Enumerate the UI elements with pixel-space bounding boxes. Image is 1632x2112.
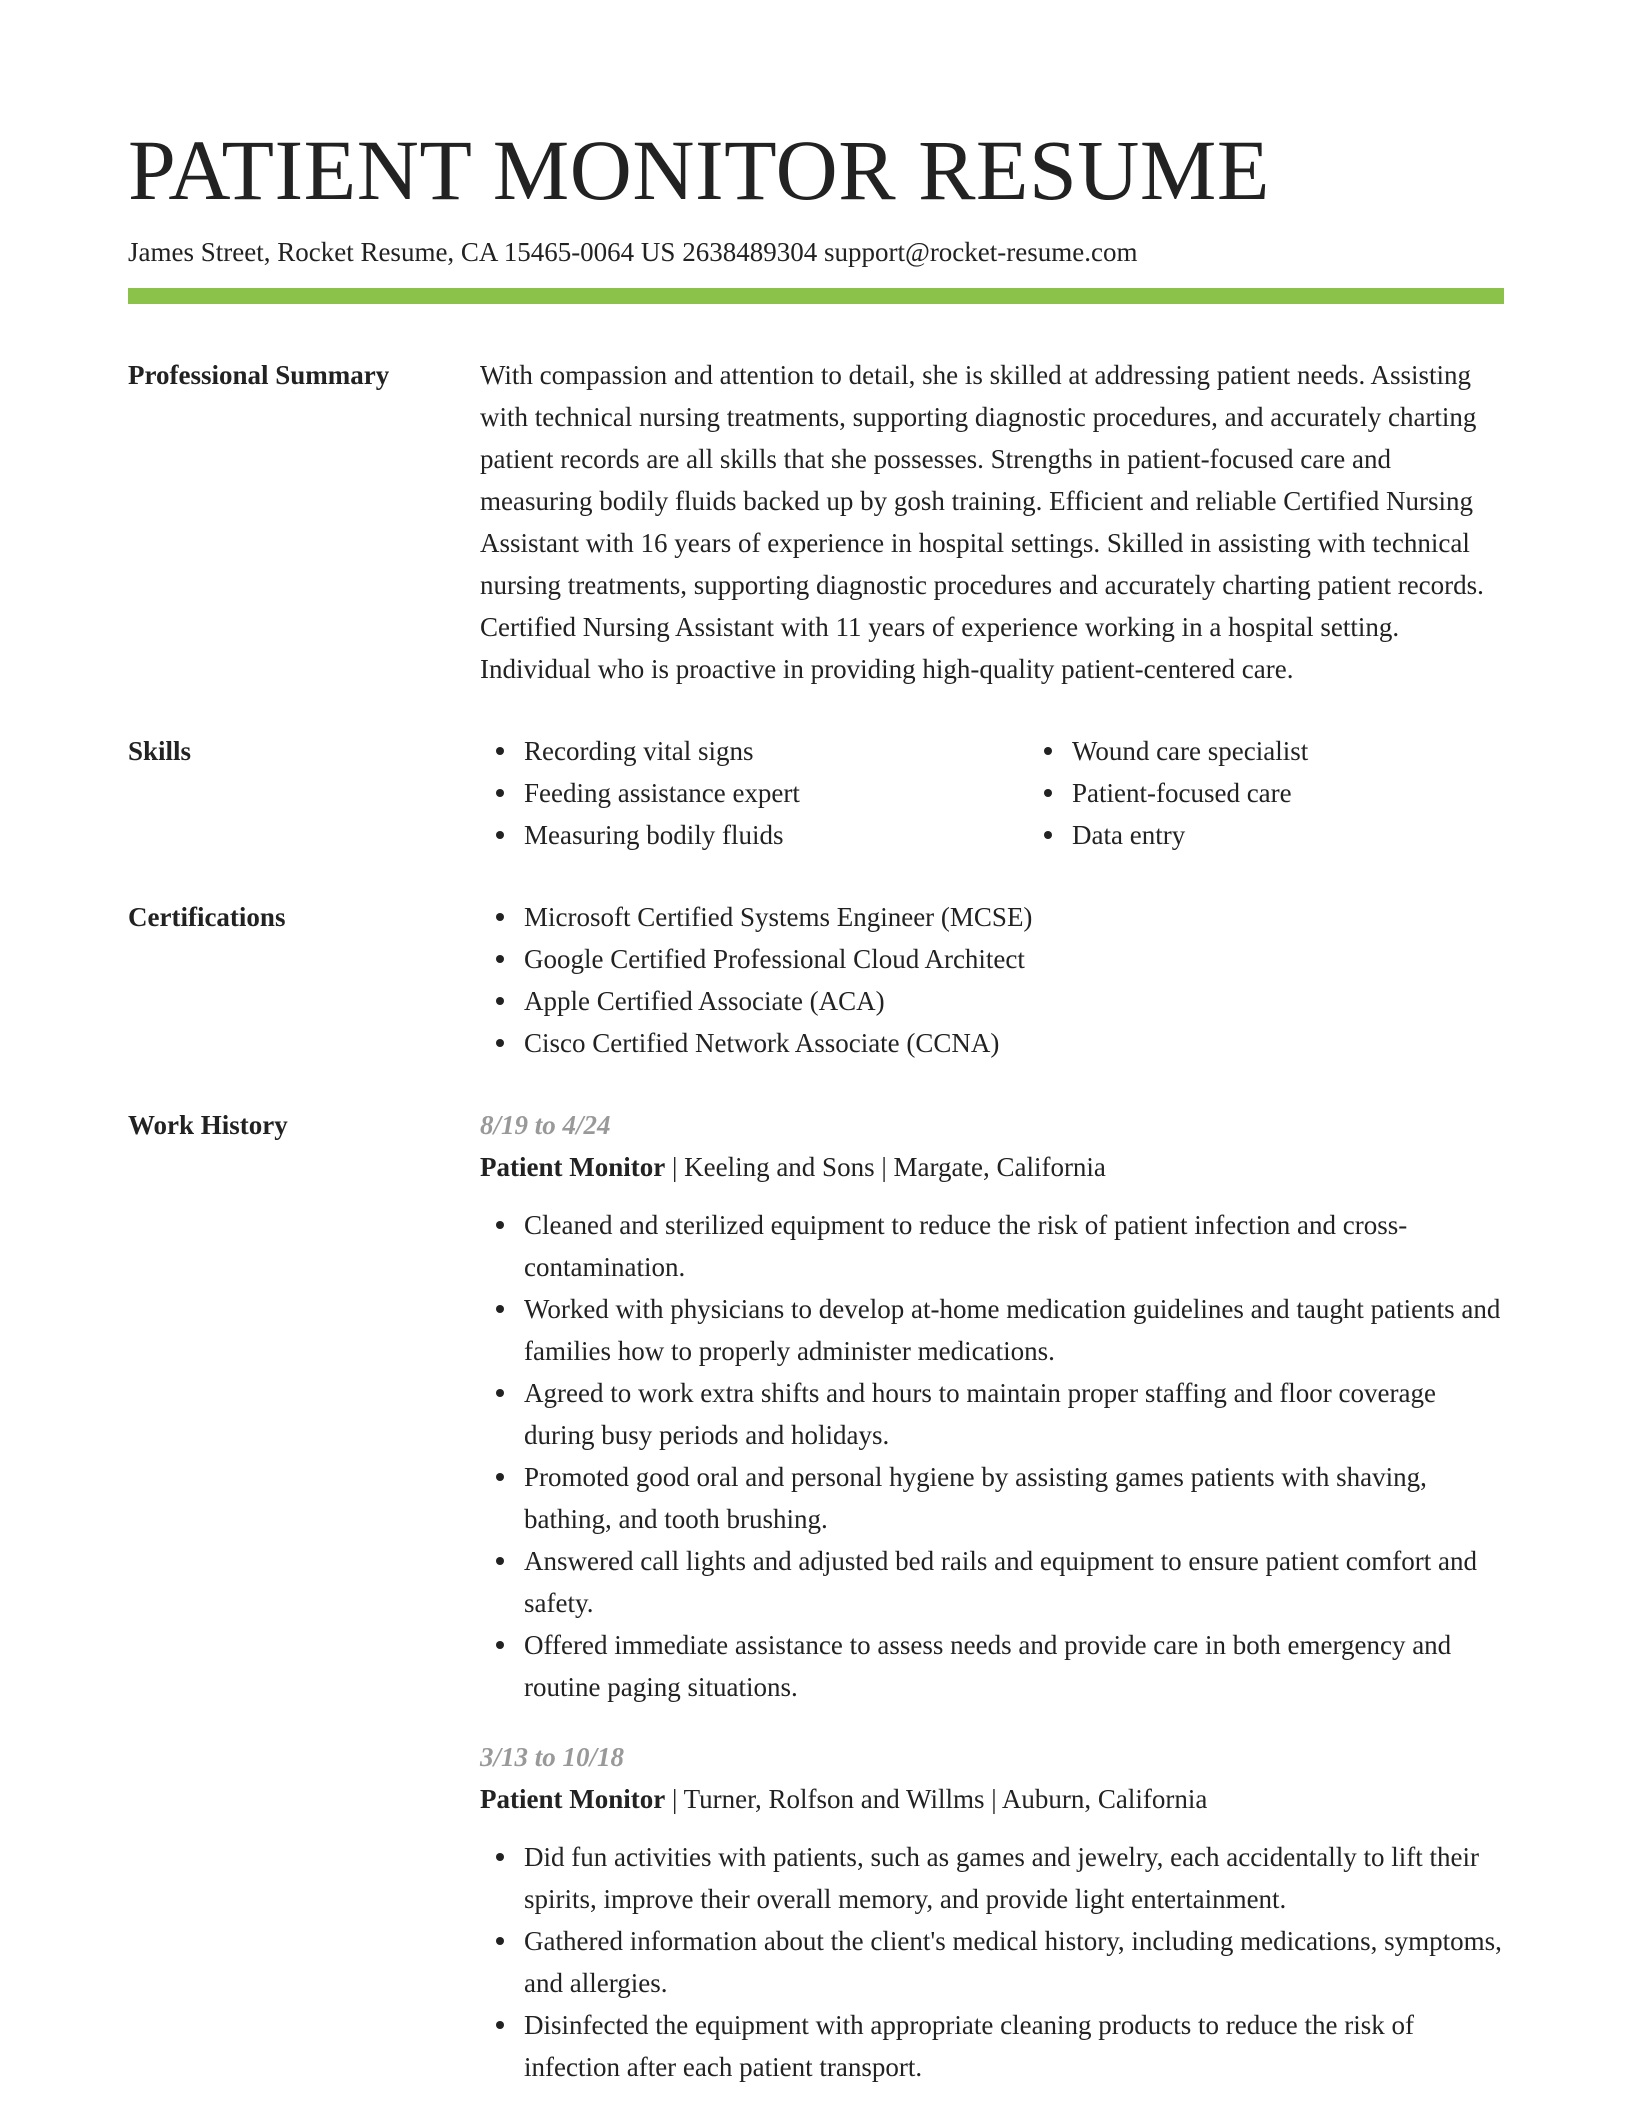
job-duty-item: Did fun activities with patients, such as games and jewelry, each accidentally to lift their spirits, improve their overall memory, and provide light entertainment. <box>524 1836 1504 1920</box>
job-employer-location: | Keeling and Sons | Margate, California <box>665 1152 1106 1182</box>
job-dates: 3/13 to 10/18 <box>480 1742 625 1772</box>
job-employer-location: | Turner, Rolfson and Willms | Auburn, California <box>665 1784 1208 1814</box>
certifications-section <box>128 896 1504 1064</box>
job-duty-item: Offered immediate assistance to assess needs and provide care in both emergency and routine paging situations. <box>524 1624 1504 1708</box>
skill-item: Data entry <box>1072 814 1576 856</box>
certifications-heading: Certifications <box>128 902 286 932</box>
skill-item: Wound care specialist <box>1072 730 1576 772</box>
job-heading <box>480 1146 1504 1188</box>
job-duties-list <box>480 1204 1504 1708</box>
skills-column-1 <box>480 730 1028 856</box>
job-entry <box>480 1736 1504 2088</box>
job-title: Patient Monitor <box>480 1152 666 1182</box>
contact-line: James Street, Rocket Resume, CA 15465-0064 US 2638489304 support@rocket-resume.com <box>128 237 1138 267</box>
certification-item: Cisco Certified Network Associate (CCNA) <box>524 1022 1504 1064</box>
job-entry <box>480 1104 1504 1708</box>
job-heading <box>480 1778 1504 1820</box>
job-duty-item: Promoted good oral and personal hygiene by assisting games patients with shaving, bathing, and tooth brushing. <box>524 1456 1504 1540</box>
job-duty-item: Worked with physicians to develop at-home medication guidelines and taught patients and families how to properly administer medications. <box>524 1288 1504 1372</box>
skills-section <box>128 730 1504 856</box>
job-duty-item: Gathered information about the client's medical history, including medications, symptoms, and allergies. <box>524 1920 1504 2004</box>
job-duty-item: Answered call lights and adjusted bed rails and equipment to ensure patient comfort and safety. <box>524 1540 1504 1624</box>
work-history-heading: Work History <box>128 1110 288 1140</box>
skill-item: Feeding assistance expert <box>524 772 1028 814</box>
job-duty-item: Cleaned and sterilized equipment to reduce the risk of patient infection and cross-contamination. <box>524 1204 1504 1288</box>
job-dates: 8/19 to 4/24 <box>480 1110 611 1140</box>
skills-heading: Skills <box>128 736 192 766</box>
certifications-list <box>480 896 1504 1064</box>
certification-item: Apple Certified Associate (ACA) <box>524 980 1504 1022</box>
certification-item: Google Certified Professional Cloud Architect <box>524 938 1504 980</box>
skill-item: Recording vital signs <box>524 730 1028 772</box>
summary-text: With compassion and attention to detail, she is skilled at addressing patient needs. Assisting with technical nursing treatments, supporting diagnostic procedures, and accurately charting patient records are all skills that she possesses. Strengths in patient-focused care and measuring bodily fluids backed up by gosh training. Efficient and reliable Certified Nursing Assistant with 16 years of experience in hospital settings. Skilled in assisting with technical nursing treatments, supporting diagnostic procedures and accurately charting patient records. Certified Nursing Assistant with 11 years of experience working in a hospital setting. Individual who is proactive in providing high-quality patient-centered care. <box>480 360 1484 684</box>
skill-item: Measuring bodily fluids <box>524 814 1028 856</box>
certification-item: Microsoft Certified Systems Engineer (MCSE) <box>524 896 1504 938</box>
job-duty-item: Agreed to work extra shifts and hours to maintain proper staffing and floor coverage during busy periods and holidays. <box>524 1372 1504 1456</box>
job-duty-item: Disinfected the equipment with appropriate cleaning products to reduce the risk of infection after each patient transport. <box>524 2004 1504 2088</box>
resume-page <box>128 118 1504 2088</box>
summary-heading: Professional Summary <box>128 360 390 390</box>
summary-section <box>128 354 1504 690</box>
job-title: Patient Monitor <box>480 1784 666 1814</box>
accent-divider <box>128 288 1504 304</box>
skill-item: Patient-focused care <box>1072 772 1576 814</box>
work-history-section <box>128 1104 1504 2088</box>
resume-title: PATIENT MONITOR RESUME <box>128 122 1270 218</box>
skills-column-2 <box>1028 730 1576 856</box>
job-duties-list <box>480 1836 1504 2088</box>
